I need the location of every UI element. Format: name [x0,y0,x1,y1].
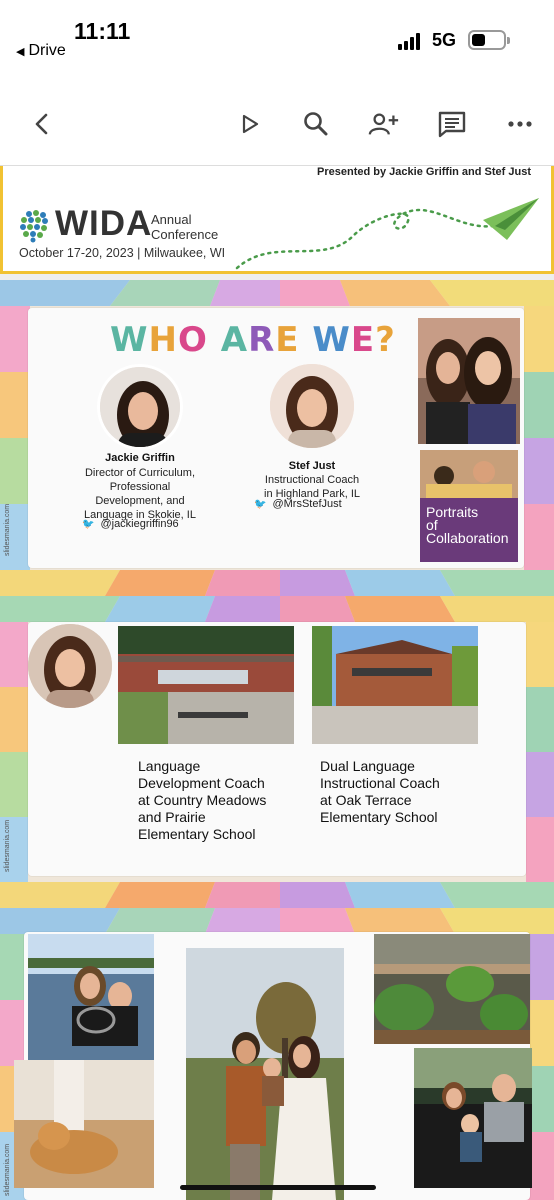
photo-garden [374,934,530,1044]
title-letter [299,320,312,360]
photo-family-field [186,948,344,1200]
photo-dog [14,1060,154,1188]
more-icon[interactable] [504,108,536,140]
title-letter: H [148,320,178,360]
title-letter: ? [375,320,396,360]
avatar-stef-small [28,624,112,708]
comment-icon[interactable] [436,108,468,140]
search-icon[interactable] [300,108,332,140]
jackie-name: Jackie Griffin [105,452,175,464]
twitter-icon: 🐦 [82,519,95,530]
clock: 11:11 [74,18,131,44]
slide-credit: slidesmania.com [4,503,11,556]
photo-oak-terrace-school [312,626,478,744]
title-slide[interactable] [0,166,554,274]
wida-wordmark: WIDA [55,204,153,243]
jackie-handle: @jackiegriffin96 [100,518,179,530]
caption-country-meadows: Language Development Coach at Country Meadows and Prairie Elementary School [138,758,267,842]
stef-name: Stef Just [288,460,336,472]
back-arrow-icon[interactable] [26,108,58,140]
photo-boat [28,934,154,1060]
twitter-icon: 🐦 [254,499,267,510]
jackie-title: Director of Curriculum, Professional Development, and Language in Skokie, IL [84,467,196,521]
title-letter: W [312,320,351,360]
wida-logo-icon [17,208,53,244]
avatar-jackie [97,364,183,450]
conference-date: October 17-20, 2023 | Milwaukee, WI [19,246,226,260]
jackie-twitter[interactable] [82,518,179,530]
back-triangle-icon: ◀ [16,46,25,58]
slide-credit: slidesmania.com [4,1143,11,1196]
stef-title: Instructional Coach in Highland Park, IL [264,474,360,500]
back-app-label: Drive [28,42,66,59]
title-letter: R [248,320,276,360]
title-letter: W [110,320,149,360]
annual-conference-label: Annual Conference [151,212,219,242]
document-viewer[interactable] [0,166,554,1200]
slide-family-photos[interactable] [0,908,554,1200]
home-indicator [180,1185,376,1190]
avatar-stef [270,364,354,448]
book-cover-portraits [420,450,518,562]
back-to-app-link[interactable] [16,42,66,60]
caption-oak-terrace: Dual Language Instructional Coach at Oak Terrace Elementary School [320,758,440,825]
title-letter: O [177,320,208,360]
title-letter: E [275,320,300,360]
photo-jackie-and-stef [418,318,520,444]
signal-icon [398,32,424,50]
book-title: Portraits of Collaboration [426,504,509,546]
slide-who-are-we[interactable] [0,280,554,596]
battery-icon [468,30,506,50]
stef-handle: @MrsStefJust [272,498,342,510]
network-type: 5G [432,30,457,50]
add-person-icon[interactable] [368,108,400,140]
present-play-icon[interactable] [234,108,266,140]
photo-country-meadows-school [118,626,294,744]
who-are-we-title [110,320,396,360]
photo-couch-family [414,1048,532,1188]
presented-by-text: Presented by Jackie Griffin and Stef Just [317,166,531,178]
top-toolbar [0,80,554,166]
title-letter [208,320,221,360]
status-bar [0,0,554,80]
paper-plane-trail [233,196,543,272]
title-letter: E [350,320,376,360]
slide-credit: slidesmania.com [4,819,11,872]
slide-stef-schools[interactable] [0,596,554,908]
stef-twitter[interactable] [254,498,342,510]
title-letter: A [220,320,249,360]
